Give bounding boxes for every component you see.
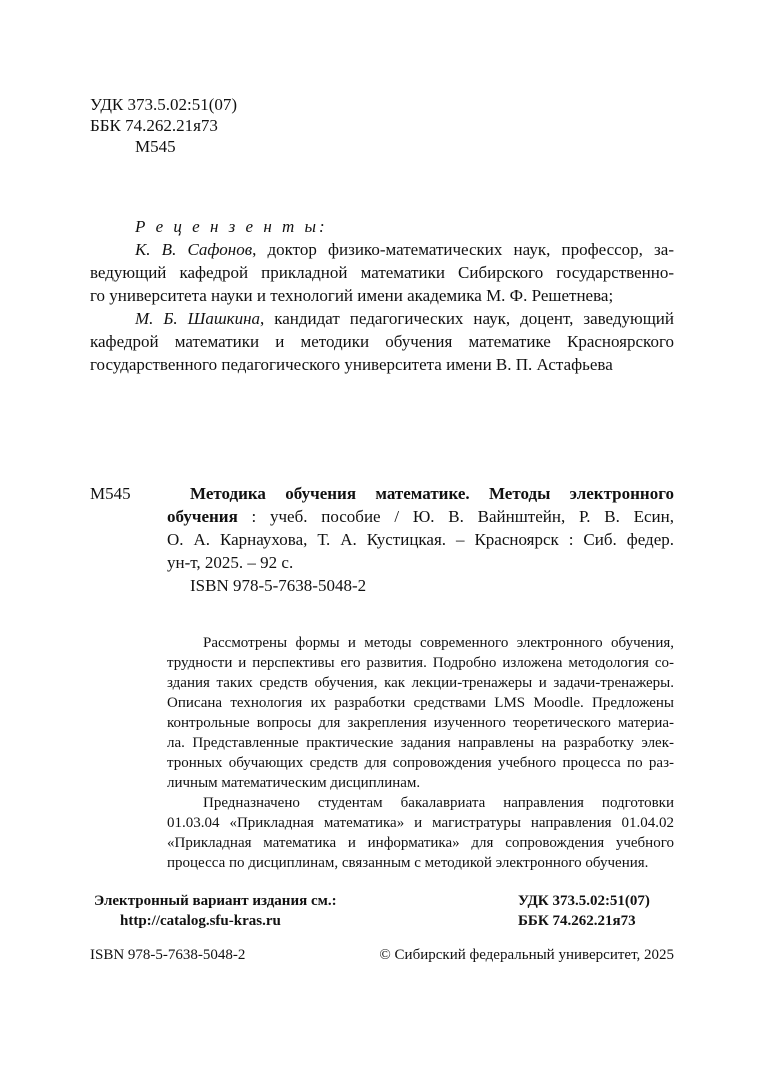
reviewer-1-line-3: го университета науки и технологий имени академика М. Ф. Решетнева;: [90, 286, 614, 305]
abstract-p1-line-2: трудности и перспективы его развития. Подробно изложена методология со-: [167, 655, 674, 671]
abstract-p1-line-4: Описана технология их разработки средствами LMS Moodle. Предложены: [167, 695, 674, 711]
electronic-version-label: Электронный вариант издания см.:: [94, 893, 337, 909]
reviewers-heading: Р е ц е н з е н т ы:: [135, 217, 328, 236]
abstract-p2-line-1: Предназначено студентам бакалавриата направления подготовки: [203, 795, 674, 811]
author-sign: М545: [135, 137, 176, 156]
reviewer-1-line-2: ведующий кафедрой прикладной математики Сибирского государственно-: [90, 263, 674, 282]
abstract-p2-line-3: «Прикладная математика и информатика» для сопровождения учебного: [167, 835, 674, 851]
catalog-line-3: О. А. Карнаухова, Т. А. Кустицкая. – Красноярск : Сиб. федер.: [167, 530, 674, 549]
bbk-code: ББК 74.262.21я73: [90, 116, 218, 135]
reviewer-1-line-1: [135, 239, 674, 260]
abstract-p2-line-4: процесса по дисциплинам, связанным с методикой электронного обучения.: [167, 855, 649, 871]
footer-bbk: ББК 74.262.21я73: [518, 913, 636, 929]
reviewer-2-line-3: государственного педагогического университета имени В. П. Астафьева: [90, 355, 613, 374]
catalog-line-2-text: : учеб. пособие / Ю. В. Вайнштейн, Р. В. Есин,: [237, 507, 674, 526]
catalog-line-2: [167, 506, 674, 527]
reviewer-2-line-1-text: , кандидат педагогических наук, доцент, заведующий: [260, 309, 674, 328]
abstract-p1-line-7: тронных обучающих средств для сопровождения учебного процесса по раз-: [167, 755, 674, 771]
reviewer-2-name: М. Б. Шашкина: [135, 309, 261, 328]
abstract-p1-line-3: здания таких средств обучения, как лекции-тренажеры и задачи-тренажеры.: [167, 675, 674, 691]
reviewer-1-line-1-text: , доктор физико-математических наук, профессор, за-: [252, 240, 674, 259]
catalog-line-4: ун-т, 2025. – 92 с.: [167, 553, 294, 572]
catalog-title-line-1: Методика обучения математике. Методы электронного: [190, 484, 674, 503]
electronic-version-url[interactable]: http://catalog.sfu-kras.ru: [120, 913, 281, 929]
reviewer-2-line-2: кафедрой математики и методики обучения математике Красноярского: [90, 332, 674, 351]
catalog-sign: М545: [90, 484, 131, 503]
footer-isbn: ISBN 978-5-7638-5048-2: [90, 947, 246, 963]
copyright: © Сибирский федеральный университет, 2025: [379, 947, 674, 963]
abstract-p1-line-1: Рассмотрены формы и методы современного электронного обучения,: [203, 635, 674, 651]
abstract-p1-line-6: ла. Представленные практические задания направлены на разработку элек-: [167, 735, 674, 751]
reviewer-1-name: К. В. Сафонов: [135, 240, 253, 259]
catalog-isbn: ISBN 978-5-7638-5048-2: [190, 576, 367, 595]
reviewer-2-line-1: [135, 308, 674, 329]
abstract-p2-line-2: 01.03.04 «Прикладная математика» и магистратуры направления 01.04.02: [167, 815, 674, 831]
abstract-p1-line-5: контрольные вопросы для закрепления изученного теоретического материа-: [167, 715, 674, 731]
catalog-title-line-2: обучения: [167, 507, 238, 526]
abstract-p1-line-8: личным математическим дисциплинам.: [167, 775, 421, 791]
footer-udk: УДК 373.5.02:51(07): [518, 893, 650, 909]
udk-code: УДК 373.5.02:51(07): [90, 95, 238, 114]
